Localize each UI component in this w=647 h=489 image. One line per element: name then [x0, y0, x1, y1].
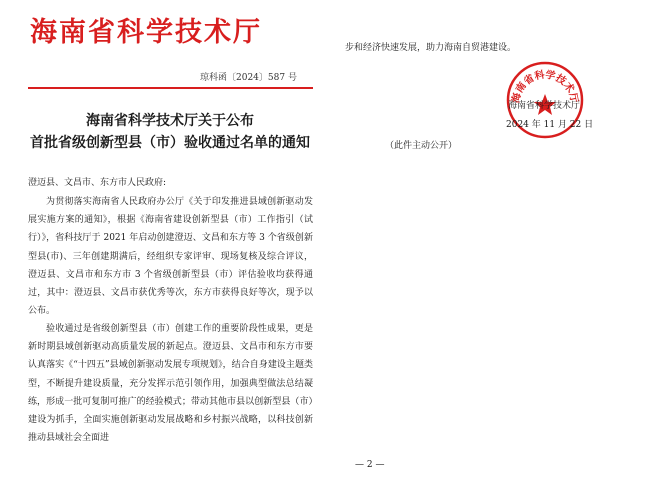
page-number: — 2 — — [355, 460, 385, 470]
svg-text:海南省科学技术厅: 海南省科学技术厅 — [510, 69, 580, 105]
public-disclosure-note: （此件主动公开） — [385, 141, 458, 151]
salutation: 澄迈县、文昌市、东方市人民政府: — [28, 178, 167, 188]
left-page — [0, 0, 320, 489]
red-divider-line — [28, 87, 313, 89]
body-paragraph-2: 验收通过是省级创新型县（市）创建工作的重要阶段性成果，更是新时期县域创新驱动高质量发展的新起点。澄迈县、文昌市和东方市要认真落实《“十四五”县域创新驱动发展专项规划》，结合自身建设主题类型，不断提升建设质量，充分发挥示范引领作用，加强典型做法总结凝练，形成一批可复制可推广的经验模式；带动其他市县以创新型县（市）建设为抓手，全面实施创新驱动发展战略和乡村振兴战略，以科技创新推动县域社会全面进 — [28, 324, 313, 444]
document-number: 琼科函〔2024〕587 号 — [200, 73, 297, 83]
masthead: 海南省科学技术厅 — [30, 17, 262, 48]
title-line-2: 首批省级创新型县（市）验收通过名单的通知 — [30, 135, 310, 151]
continuation-text: 步和经济快速发展，助力海南自贸港建设。 — [345, 43, 517, 53]
right-page — [330, 0, 647, 489]
document-title — [20, 110, 320, 154]
title-line-1: 海南省科学技术厅关于公布 — [86, 113, 254, 129]
issue-date: 2024 年 11 月 22 日 — [506, 120, 594, 130]
issuer-name: 海南省科学技术厅 — [508, 101, 581, 111]
body-paragraph-1: 为贯彻落实海南省人民政府办公厅《关于印发推进县域创新驱动发展实施方案的通知》，根据《海南省建设创新型县（市）工作指引（试行）》，省科技厅于 2021 年启动创建澄迈、文昌和东方等 3 个省级创新型县(市)、三年创建期满后，经组织专家评审、现场复核及综合评议，澄迈县、文昌市和东方市 3 个省级创新型县（市）评估验收均获得通过，其中：澄迈县、文昌市获优秀等次，东方市获得良好等次，现予以公布。 — [28, 197, 313, 317]
